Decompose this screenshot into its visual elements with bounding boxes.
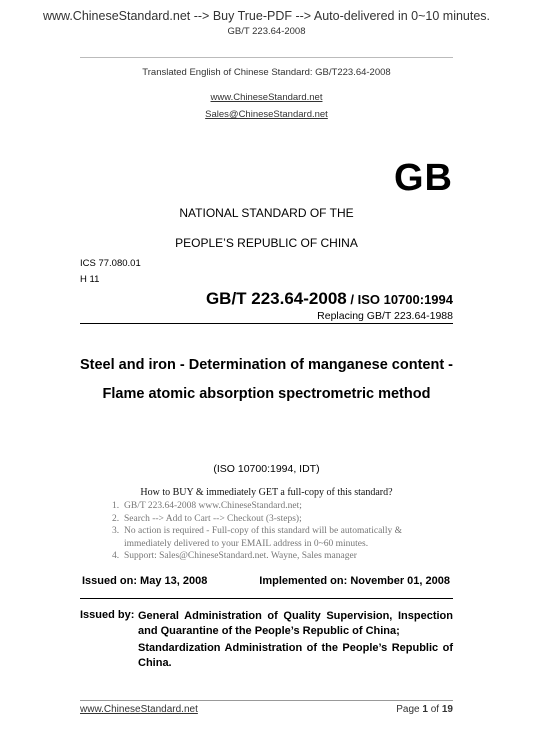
h-code: H 11 — [80, 274, 100, 285]
purchase-step: 2. Search --> Add to Cart --> Checkout (3-steps); — [112, 513, 302, 524]
national-standard-line1: NATIONAL STANDARD OF THE — [179, 206, 354, 220]
footer-website-link[interactable]: www.ChineseStandard.net — [80, 704, 198, 715]
page-current: 1 — [422, 704, 428, 715]
issuer-aqsiq: General Administration of Quality Supervision, Inspection and Quarantine of the People’s Republic of China; — [138, 610, 453, 637]
standard-number-gb: GB/T 223.64-2008 — [205, 289, 347, 308]
header-banner: www.ChineseStandard.net --> Buy True-PDF --> Auto-delivered in 0~10 minutes. — [42, 9, 491, 23]
gb-mark: GB — [394, 157, 453, 199]
implemented-date: Implemented on: November 01, 2008 — [259, 575, 450, 587]
document-title-line2: Flame atomic absorption spectrometric method — [102, 386, 431, 402]
ics-code: ICS 77.080.01 — [80, 258, 141, 269]
issued-by-label: Issued by: — [80, 609, 135, 621]
issued-date: Issued on: May 13, 2008 — [82, 575, 208, 587]
dates-divider — [80, 598, 453, 599]
national-standard-line2: PEOPLE’S REPUBLIC OF CHINA — [175, 236, 358, 250]
iso-equivalence: (ISO 10700:1994, IDT) — [213, 463, 320, 475]
replacing-note: Replacing GB/T 223.64-1988 — [317, 310, 453, 322]
purchase-step: 4. Support: Sales@ChineseStandard.net. Wayne, Sales manager — [112, 551, 357, 561]
footer-divider — [80, 700, 453, 701]
title-divider — [80, 323, 453, 324]
email-link[interactable]: Sales@ChineseStandard.net — [205, 109, 328, 120]
issuer-sac: Standardization Administration of the People’s Republic of China. — [138, 642, 453, 669]
website-link[interactable]: www.ChineseStandard.net — [210, 92, 323, 103]
page-number: Page 1 of 19 — [396, 704, 453, 715]
purchase-step-continued: immediately delivered to your EMAIL address in 0~60 minutes. — [124, 538, 369, 549]
translated-note: Translated English of Chinese Standard: GB/T223.64-2008 — [142, 67, 391, 78]
purchase-steps — [112, 500, 402, 563]
purchase-step: 3. No action is required - Full-copy of this standard will be automatically & — [112, 526, 403, 536]
purchase-heading: How to BUY & immediately GET a full-copy of this standard? — [140, 487, 393, 498]
website-link-row — [0, 87, 533, 105]
header-standard-code: GB/T 223.64-2008 — [227, 26, 306, 37]
page-total: 19 — [441, 704, 453, 715]
standard-number — [206, 289, 453, 309]
purchase-step: 1. GB/T 223.64-2008 www.ChineseStandard.net; — [112, 501, 302, 511]
email-link-row — [0, 104, 533, 122]
header-divider — [80, 57, 453, 58]
standard-number-iso: / ISO 10700:1994 — [346, 292, 453, 307]
document-title-line1: Steel and iron - Determination of manganese content - — [79, 357, 454, 373]
